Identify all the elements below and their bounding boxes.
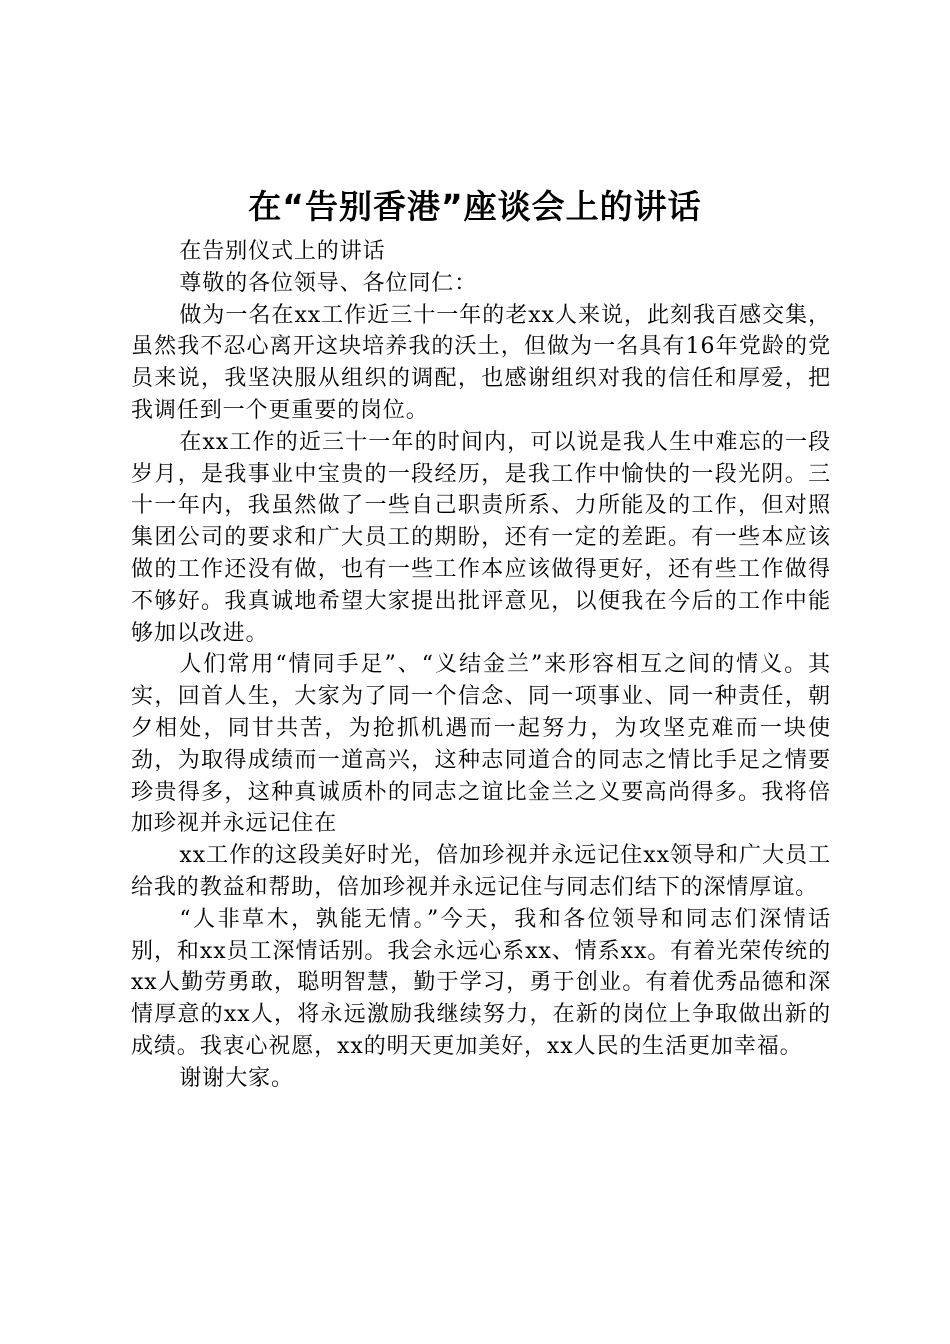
subtitle-paragraph: 在告别仪式上的讲话 bbox=[179, 239, 386, 264]
salutation-paragraph: 尊敬的各位领导、各位同仁： bbox=[179, 270, 478, 296]
closing-paragraph: 谢谢大家。 bbox=[179, 1065, 294, 1091]
body-paragraph: 在xx工作的近三十一年的时间内，可以说是我人生中难忘的一段岁月，是我事业中宝贵的一段经历，是我工作中愉快的一段光阴。三十一年内，我虽然做了一些自己职责所系、力所能及的工作，但对照集团公司的要求和广大员工的期盼，还有一定的差距。有一些本应该做的工作还没有做，也有一些工作本应该做得更好，还有些工作做得不够好。我真诚地希望大家提出批评意见，以便我在今后的工作中能够加以改进。 bbox=[131, 429, 831, 646]
body-paragraph: 人们常用“情同手足”、“义结金兰”来形容相互之间的情义。其实，回首人生，大家为了同一个信念、同一项事业、同一种责任，朝夕相处，同甘共苦，为抢抓机遇而一起努力，为攻坚克难而一块使劲，为取得成绩而一道高兴，这种志同道合的同志之情比手足之情要珍贵得多，这种真诚质朴的同志之谊比金兰之义要高尚得多。我将倍加珍视并永远记住在 bbox=[131, 652, 831, 837]
body-paragraph: xx工作的这段美好时光，倍加珍视并永远记住xx领导和广大员工给我的教益和帮助，倍加珍视并永远记住与同志们结下的深情厚谊。 bbox=[131, 843, 831, 900]
document-body bbox=[131, 236, 831, 1095]
document-title: 在“告别香港”座谈会上的讲话 bbox=[248, 187, 702, 226]
body-paragraph: “人非草木，孰能无情。”今天，我和各位领导和同志们深情话别，和xx员工深情话别。我会永远心系xx、情系xx。有着光荣传统的xx人勤劳勇敢，聪明智慧，勤于学习，勇于创业。有着优秀品德和深情厚意的xx人，将永远激励我继续努力，在新的岗位上争取做出新的成绩。我衷心祝愿，xx的明天更加美好，xx人民的生活更加幸福。 bbox=[131, 906, 831, 1059]
body-paragraph: 做为一名在xx工作近三十一年的老xx人来说，此刻我百感交集，虽然我不忍心离开这块培养我的沃土，但做为一名具有16年党龄的党员来说，我坚决服从组织的调配，也感谢组织对我的信任和厚爱，把我调任到一个更重要的岗位。 bbox=[131, 302, 831, 423]
